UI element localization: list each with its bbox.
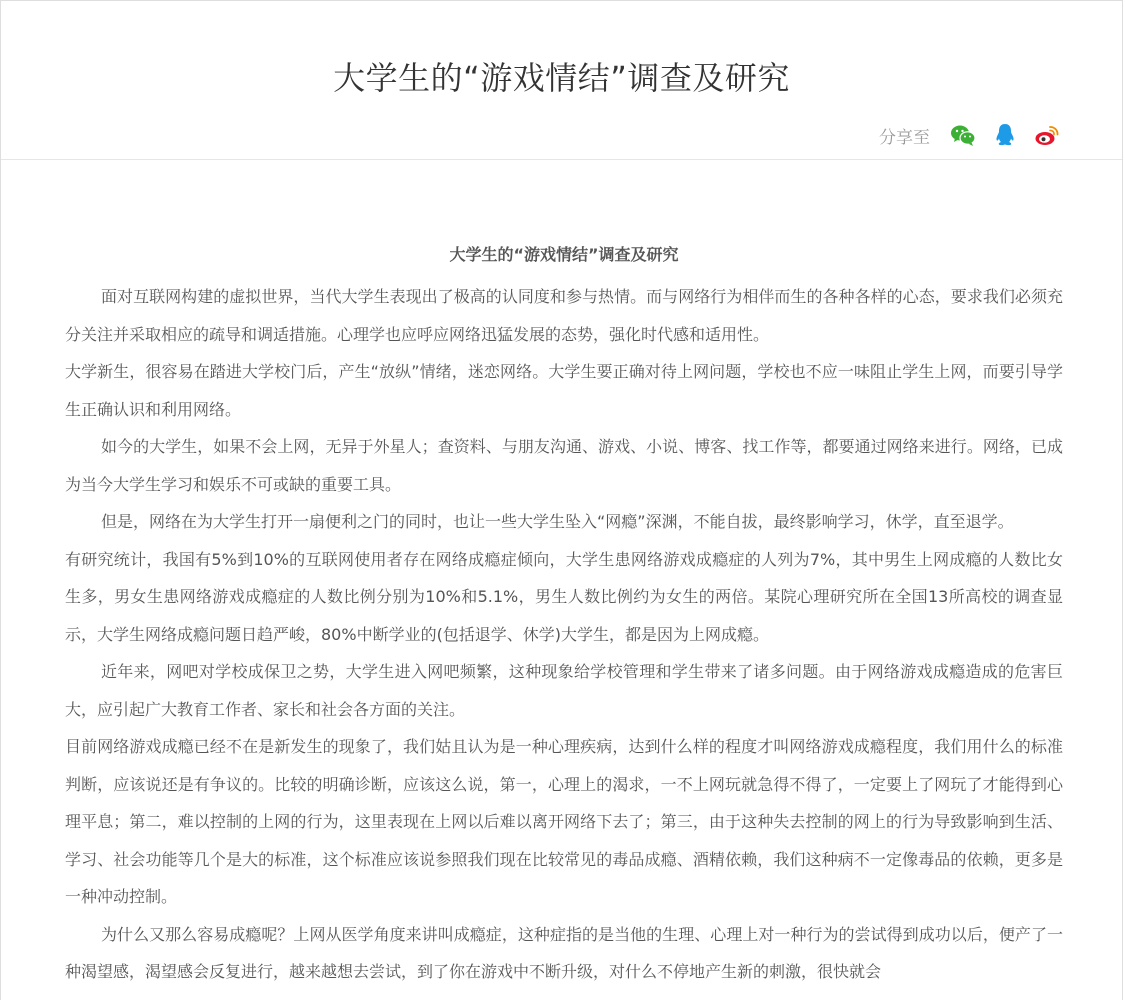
article-paragraph: 但是，网络在为大学生打开一扇便利之门的同时，也让一些大学生坠入“网瘾”深渊，不能自拔，最终影响学习，休学，直至退学。 <box>101 512 1014 531</box>
wechat-icon[interactable] <box>950 122 976 148</box>
article-paragraph: 大学新生，很容易在踏进大学校门后，产生“放纵”情绪，迷恋网络。大学生要正确对待上网问题，学校也不应一味阻止学生上网，而要引导学生正确认识和利用网络。 <box>65 362 1063 419</box>
share-bar <box>879 122 1060 148</box>
article-body <box>65 241 1063 991</box>
article-paragraph: 目前网络游戏成瘾已经不在是新发生的现象了，我们姑且认为是一种心理疾病，达到什么样的程度才叫网络游戏成瘾程度，我们用什么的标准判断，应该说还是有争议的。比较的明确诊断，应该这么说，第一，心理上的渴求，一不上网玩就急得不得了，一定要上了网玩了才能得到心理平息；第二，难以控制的上网的行为，这里表现在上网以后难以离开网络下去了；第三，由于这种失去控制的网上的行为导致影响到生活、学习、社会功能等几个是大的标准，这个标准应该说参照我们现在比较常见的毒品成瘾、酒精依赖，我们这种病不一定像毒品的依赖，更多是一种冲动控制。 <box>65 737 1063 906</box>
page-header <box>1 1 1122 160</box>
article-paragraph: 有研究统计，我国有5%到10%的互联网使用者存在网络成瘾症倾向，大学生患网络游戏成瘾症的人列为7%，其中男生上网成瘾的人数比女生多，男女生患网络游戏成瘾症的人数比例分别为10%和5.1%，男生人数比例约为女生的两倍。某院心理研究所在全国13所高校的调查显示，大学生网络成瘾问题日趋严峻，80%中断学业的(包括退学、休学)大学生，都是因为上网成瘾。 <box>65 549 1063 644</box>
qq-icon[interactable] <box>992 122 1018 148</box>
page-title: 大学生的“游戏情结”调查及研究 <box>333 59 790 97</box>
article-paragraph: 如今的大学生，如果不会上网，无异于外星人；查资料、与朋友沟通、游戏、小说、博客、找工作等，都要通过网络来进行。网络，已成为当今大学生学习和娱乐不可或缺的重要工具。 <box>65 437 1063 494</box>
weibo-icon[interactable] <box>1034 122 1060 148</box>
article-title: 大学生的“游戏情结”调查及研究 <box>449 245 679 264</box>
article-paragraph: 近年来，网吧对学校成保卫之势，大学生进入网吧频繁，这种现象给学校管理和学生带来了诸多问题。由于网络游戏成瘾造成的危害巨大，应引起广大教育工作者、家长和社会各方面的关注。 <box>65 662 1063 719</box>
share-label: 分享至 <box>879 127 930 148</box>
article-paragraph: 为什么又那么容易成瘾呢？上网从医学角度来讲叫成瘾症，这种症指的是当他的生理、心理上对一种行为的尝试得到成功以后，便产了一种渴望感，渴望感会反复进行，越来越想去尝试，到了你在游戏中不断升级，对什么不停地产生新的刺激，很快就会 <box>65 924 1063 981</box>
article-paragraph: 面对互联网构建的虚拟世界，当代大学生表现出了极高的认同度和参与热情。而与网络行为相伴而生的各种各样的心态，要求我们必须充分关注并采取相应的疏导和调适措施。心理学也应呼应网络迅猛发展的态势，强化时代感和适用性。 <box>65 287 1063 344</box>
